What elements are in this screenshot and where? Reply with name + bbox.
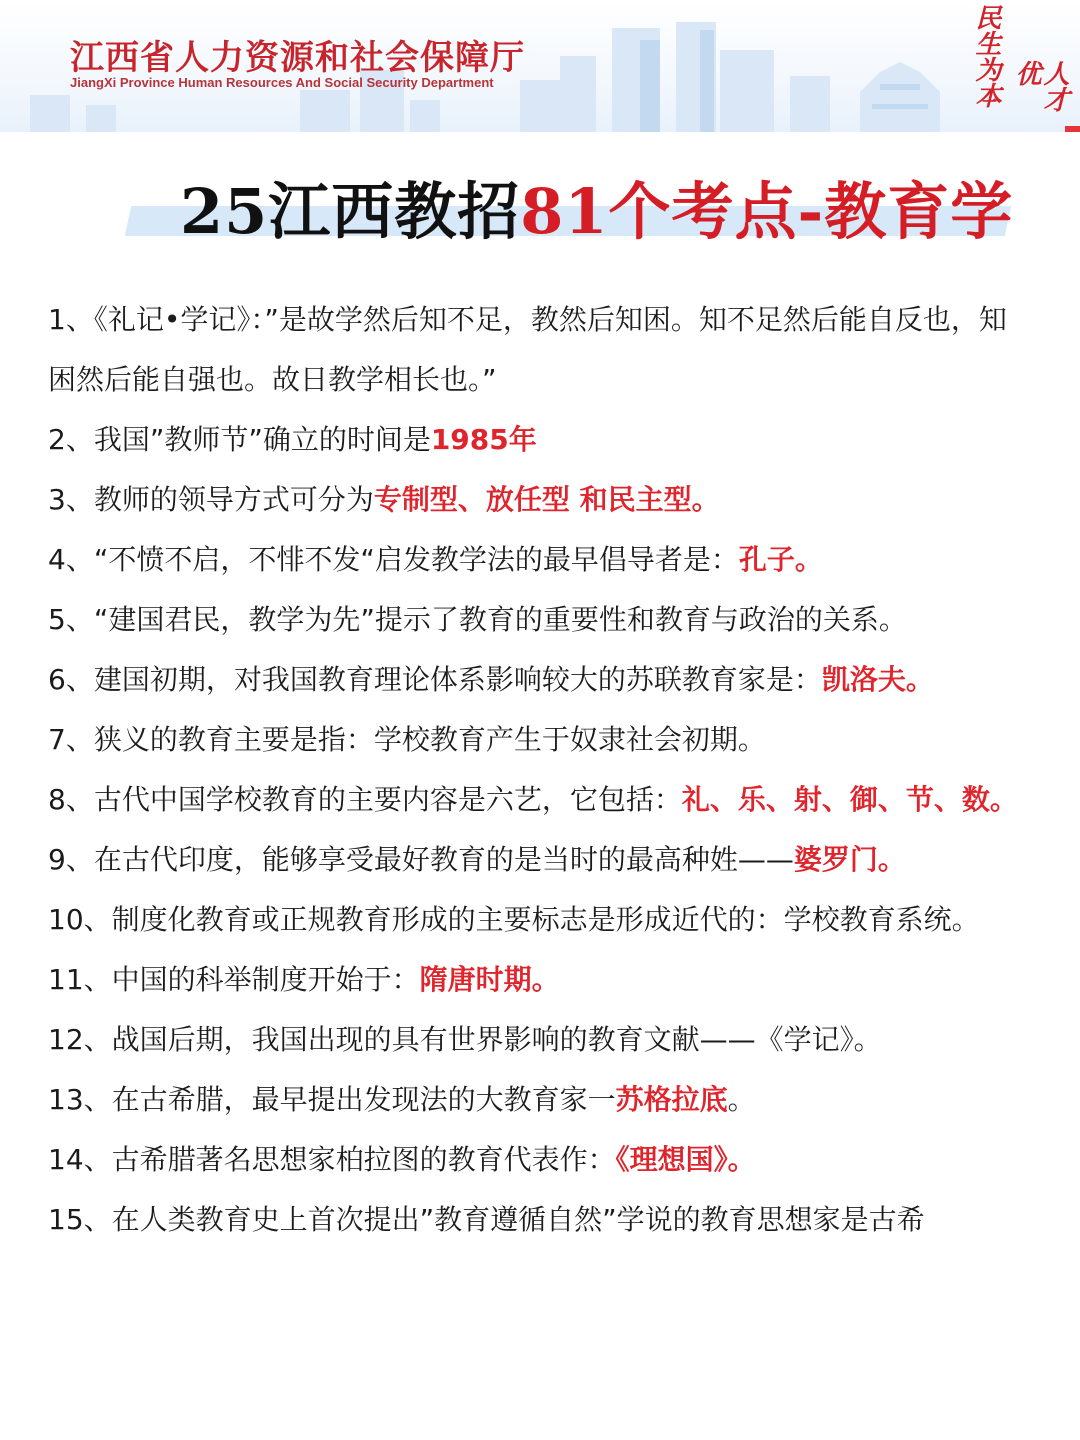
list-item <box>48 1070 1028 1130</box>
item-text: 8、古代中国学校教育的主要内容是六艺，它包括： <box>48 783 682 816</box>
title-red-part: 81个考点-教育学 <box>520 175 1014 248</box>
item-text: 14、古希腊著名思想家柏拉图的教育代表作： <box>48 1143 616 1176</box>
list-item <box>48 410 1028 470</box>
item-text: 15、在人类教育史上首次提出”教育遵循自然”学说的教育思想家是古希 <box>48 1203 925 1236</box>
org-name-english: JiangXi Province Human Resources And Social Security Department <box>70 75 494 90</box>
list-item <box>48 470 1028 530</box>
item-text: 4、“不愤不启，不悱不发“启发教学法的最早倡导者是： <box>48 543 739 576</box>
page-title <box>180 162 1013 251</box>
item-text: 2、我国”教师节”确立的时间是 <box>48 423 431 456</box>
exam-point-list <box>48 290 1028 1250</box>
list-item <box>48 1130 1028 1190</box>
item-text: 13、在古希腊，最早提出发现法的大教育家一 <box>48 1083 616 1116</box>
item-highlight: 婆罗门。 <box>793 843 906 876</box>
item-highlight: 专制型、放任型 和民主型。 <box>373 483 720 516</box>
item-text: 9、在古代印度，能够享受最好教育的是当时的最高种姓—— <box>48 843 794 876</box>
item-text: 7、狭义的教育主要是指：学校教育产生于奴隶社会初期。 <box>48 723 766 756</box>
item-text: 12、战国后期，我国出现的具有世界影响的教育文献——《学记》。 <box>48 1023 882 1056</box>
item-tail: 。 <box>727 1083 756 1116</box>
item-text: 5、“建国君民，教学为先”提示了教育的重要性和教育与政治的关系。 <box>48 603 907 636</box>
title-black-part: 25江西教招 <box>180 175 521 248</box>
list-item <box>48 290 1028 410</box>
item-highlight: 苏格拉底 <box>615 1083 728 1116</box>
item-text: 11、中国的科举制度开始于： <box>48 963 420 996</box>
page-title-block <box>0 150 1080 250</box>
slogan-calligraphy-left: 民生为本 <box>971 4 1001 108</box>
item-text: 1、《礼记•学记》：”是故学然后知不足，教然后知困。知不足然后能自反也，知困然后能自强也。故日教学相长也。” <box>48 303 1007 396</box>
item-text: 10、制度化教育或正规教育形成的主要标志是形成近代的：学校教育系统。 <box>48 903 980 936</box>
list-item <box>48 890 1028 950</box>
list-item <box>48 590 1028 650</box>
list-item <box>48 1190 1028 1250</box>
item-highlight: 《理想国》。 <box>615 1143 756 1176</box>
slogan-calligraphy-right: 人才优 <box>1011 60 1069 112</box>
decorative-red-bar <box>1065 126 1080 132</box>
list-item <box>48 650 1028 710</box>
header-banner <box>0 0 1080 132</box>
list-item <box>48 770 1028 830</box>
item-text: 6、建国初期，对我国教育理论体系影响较大的苏联教育家是： <box>48 663 822 696</box>
item-highlight: 隋唐时期。 <box>419 963 560 996</box>
list-item <box>48 1010 1028 1070</box>
list-item <box>48 710 1028 770</box>
item-highlight: 1985年 <box>430 423 537 456</box>
list-item <box>48 830 1028 890</box>
list-item <box>48 530 1028 590</box>
item-text: 3、教师的领导方式可分为 <box>48 483 374 516</box>
item-highlight: 礼、乐、射、御、节、数。 <box>681 783 1018 816</box>
list-item <box>48 950 1028 1010</box>
item-highlight: 凯洛夫。 <box>821 663 934 696</box>
item-highlight: 孔子。 <box>738 543 823 576</box>
org-name: 江西省人力资源和社会保障厅 <box>70 38 525 78</box>
